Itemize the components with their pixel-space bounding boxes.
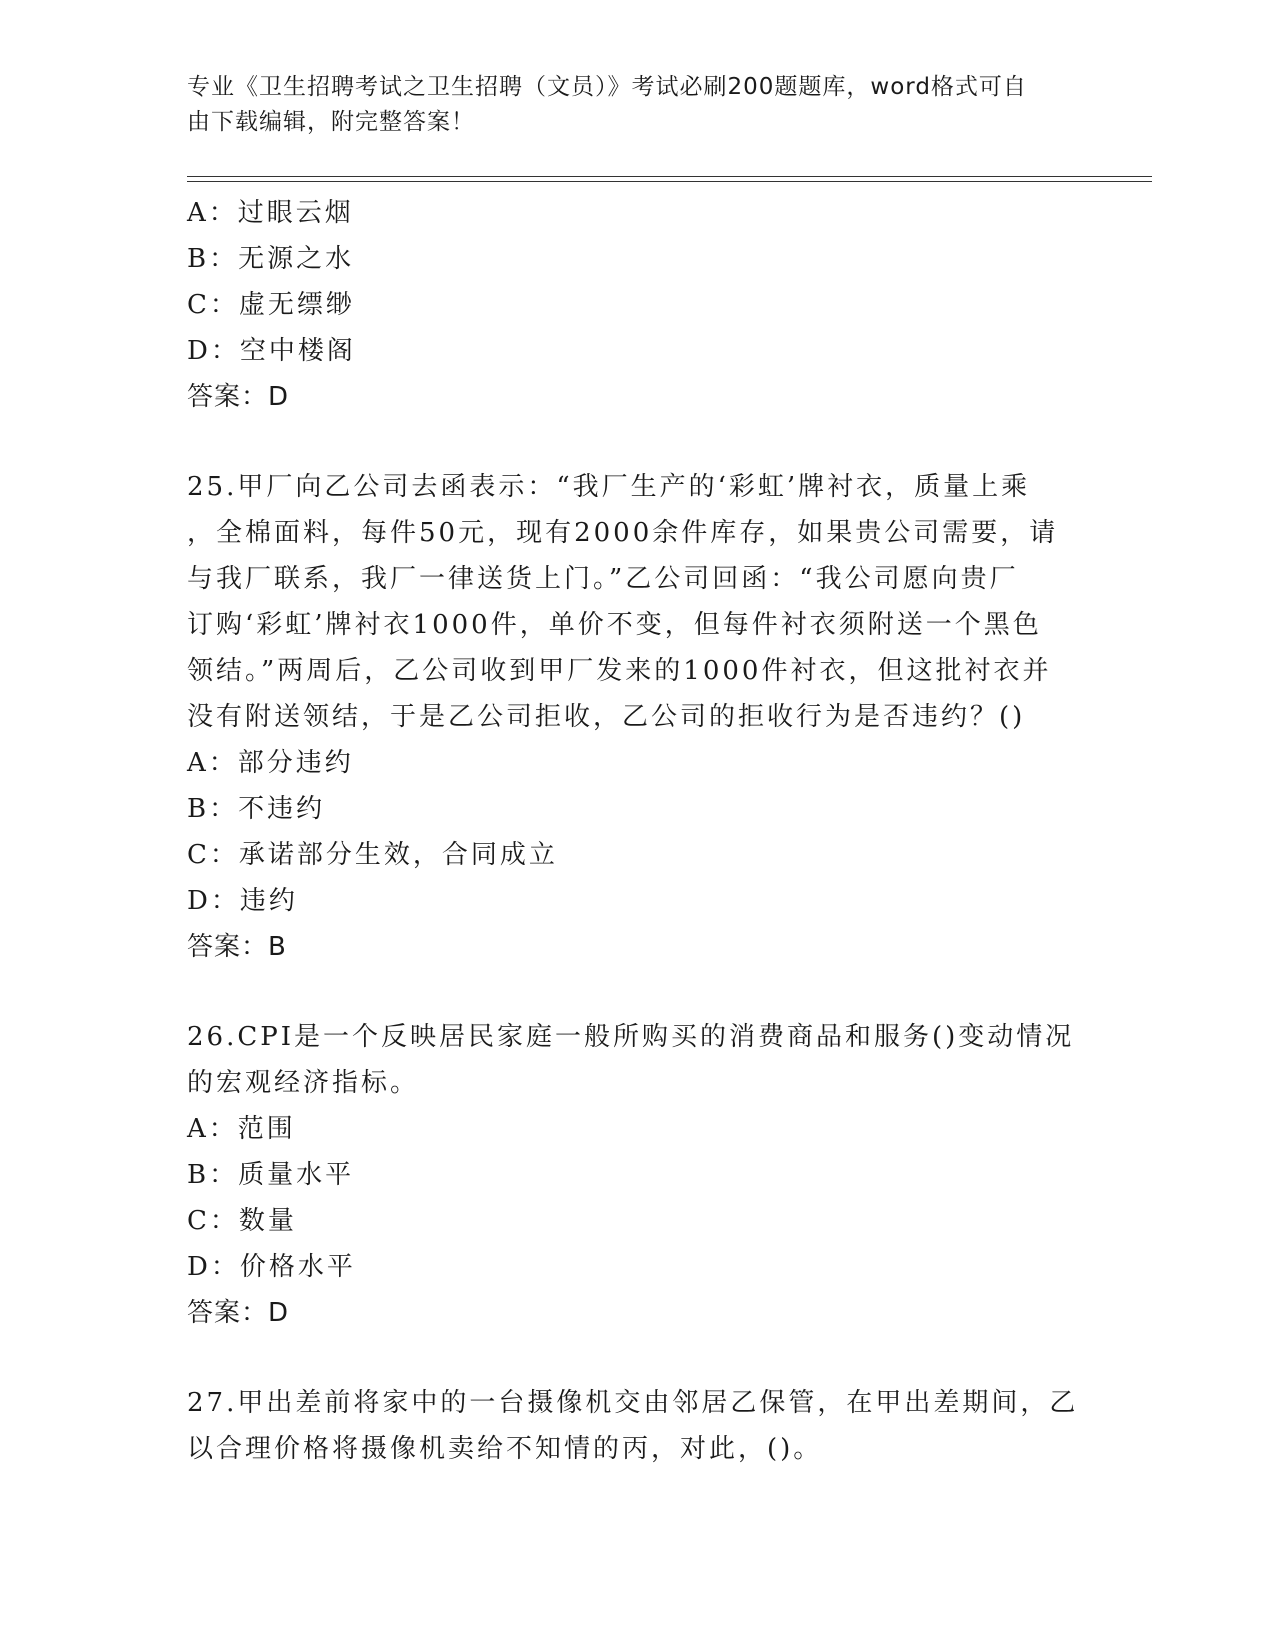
question-26 (187, 1014, 1087, 1336)
question-24-options (187, 190, 1087, 420)
option-c: C：数量 (187, 1206, 297, 1236)
document-header (187, 70, 1077, 140)
question-text-line: 以合理价格将摄像机卖给不知情的丙，对此，()。 (187, 1434, 823, 1464)
question-list (187, 190, 1087, 1472)
option-d: D：空中楼阁 (187, 336, 356, 366)
question-text-line: 与我厂联系，我厂一律送货上门。”乙公司回函：“我公司愿向贵厂 (187, 564, 1019, 594)
header-divider-bottom (187, 181, 1152, 182)
option-c: C：承诺部分生效，合同成立 (187, 840, 558, 870)
header-line-2: 由下载编辑，附完整答案！ (187, 109, 475, 135)
question-text-line: ，全棉面料，每件50元，现有2000余件库存，如果贵公司需要，请 (187, 518, 1059, 548)
option-b: B：无源之水 (187, 244, 355, 274)
option-a: A：过眼云烟 (187, 198, 354, 228)
question-text-line: 没有附送领结，于是乙公司拒收，乙公司的拒收行为是否违约？() (187, 702, 1026, 732)
question-text-line: 25.甲厂向乙公司去函表示：“我厂生产的‘彩虹’牌衬衣，质量上乘 (187, 472, 1031, 502)
answer-line: 答案：D (187, 1298, 290, 1328)
header-line-1: 专业《卫生招聘考试之卫生招聘（文员）》考试必刷200题题库，word格式可自 (187, 74, 1027, 100)
answer-line: 答案：D (187, 382, 290, 412)
option-d: D：价格水平 (187, 1252, 356, 1282)
option-d: D：违约 (187, 886, 298, 916)
question-text-line: 的宏观经济指标。 (187, 1068, 420, 1098)
option-b: B：质量水平 (187, 1160, 355, 1190)
option-c: C：虚无缥缈 (187, 290, 355, 320)
question-text-line: 订购‘彩虹’牌衬衣1000件，单价不变，但每件衬衣须附送一个黑色 (187, 610, 1042, 640)
question-text-line: 领结。”两周后，乙公司收到甲厂发来的1000件衬衣，但这批衬衣并 (187, 656, 1052, 686)
question-25 (187, 464, 1087, 970)
question-27 (187, 1380, 1087, 1472)
option-a: A：部分违约 (187, 748, 354, 778)
question-text-line: 26.CPI是一个反映居民家庭一般所购买的消费商品和服务()变动情况 (187, 1022, 1075, 1052)
question-text-line: 27.甲出差前将家中的一台摄像机交由邻居乙保管，在甲出差期间，乙 (187, 1388, 1079, 1418)
header-divider-top (187, 176, 1152, 177)
option-a: A：范围 (187, 1114, 296, 1144)
answer-line: 答案：B (187, 932, 287, 962)
option-b: B：不违约 (187, 794, 326, 824)
